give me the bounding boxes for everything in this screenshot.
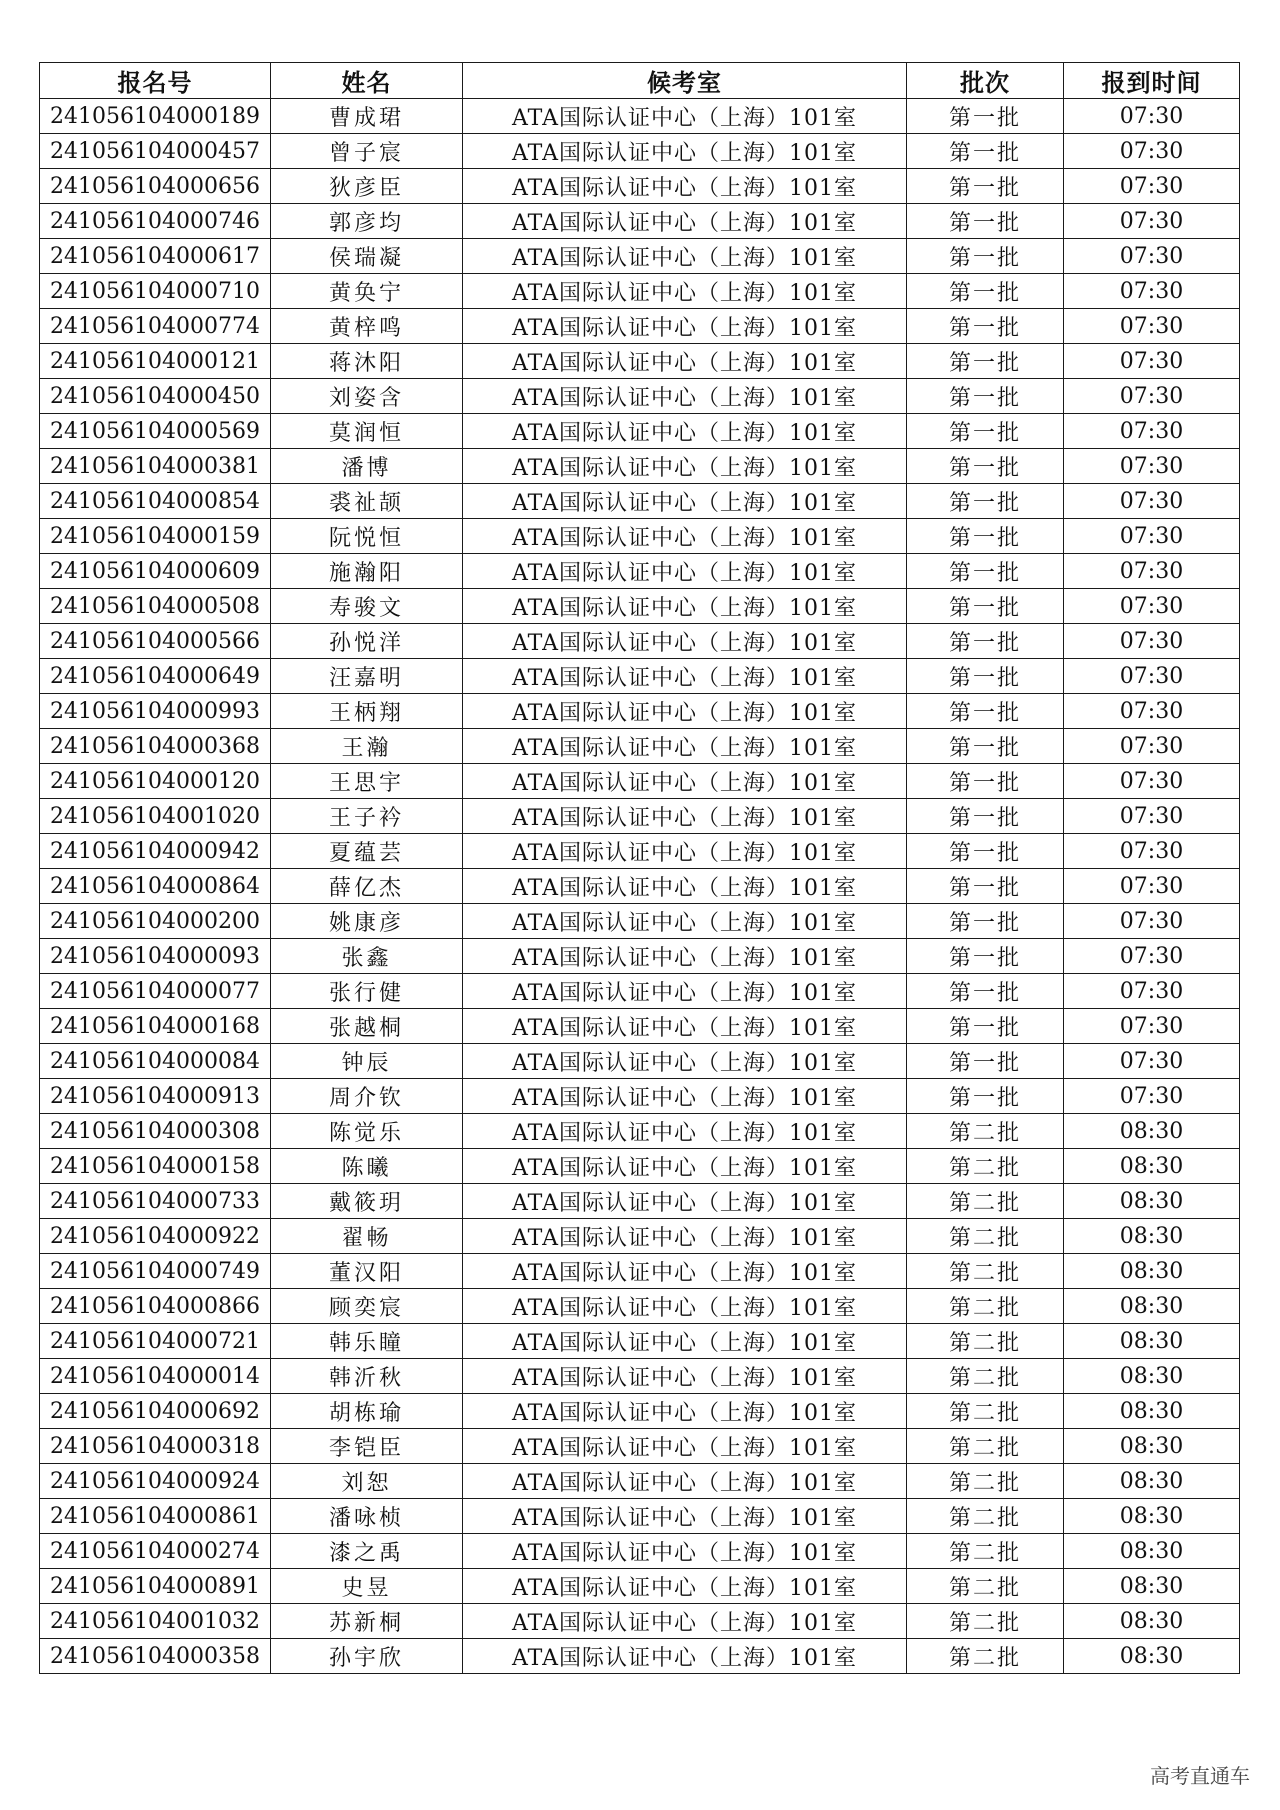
check-in-time-cell: 08:30 bbox=[1064, 1429, 1240, 1464]
watermark: 高考直通车 bbox=[1150, 1764, 1250, 1788]
table-row bbox=[40, 1079, 1240, 1114]
batch-cell: 第二批 bbox=[907, 1359, 1064, 1394]
table-row bbox=[40, 904, 1240, 939]
check-in-time-cell: 07:30 bbox=[1064, 834, 1240, 869]
batch-cell: 第二批 bbox=[907, 1219, 1064, 1254]
registration-number-cell: 241056104000457 bbox=[40, 134, 271, 169]
name-cell: 王思宇 bbox=[271, 764, 463, 799]
waiting-room-cell: ATA国际认证中心（上海）101室 bbox=[463, 1254, 907, 1289]
registration-number-cell: 241056104000609 bbox=[40, 554, 271, 589]
check-in-time-cell: 07:30 bbox=[1064, 869, 1240, 904]
check-in-time-cell: 08:30 bbox=[1064, 1394, 1240, 1429]
batch-cell: 第一批 bbox=[907, 589, 1064, 624]
batch-cell: 第一批 bbox=[907, 344, 1064, 379]
batch-cell: 第一批 bbox=[907, 554, 1064, 589]
batch-cell: 第一批 bbox=[907, 484, 1064, 519]
table-row bbox=[40, 554, 1240, 589]
check-in-time-cell: 07:30 bbox=[1064, 344, 1240, 379]
registration-number-cell: 241056104000993 bbox=[40, 694, 271, 729]
table-row bbox=[40, 939, 1240, 974]
check-in-time-cell: 07:30 bbox=[1064, 799, 1240, 834]
name-cell: 潘博 bbox=[271, 449, 463, 484]
batch-cell: 第二批 bbox=[907, 1569, 1064, 1604]
registration-number-cell: 241056104000566 bbox=[40, 624, 271, 659]
table-row bbox=[40, 99, 1240, 134]
batch-cell: 第一批 bbox=[907, 799, 1064, 834]
table-row bbox=[40, 1184, 1240, 1219]
name-cell: 顾奕宸 bbox=[271, 1289, 463, 1324]
waiting-room-cell: ATA国际认证中心（上海）101室 bbox=[463, 1289, 907, 1324]
check-in-time-cell: 08:30 bbox=[1064, 1534, 1240, 1569]
registration-number-cell: 241056104000120 bbox=[40, 764, 271, 799]
check-in-time-cell: 07:30 bbox=[1064, 694, 1240, 729]
waiting-room-cell: ATA国际认证中心（上海）101室 bbox=[463, 1499, 907, 1534]
registration-number-cell: 241056104000368 bbox=[40, 729, 271, 764]
roster-body bbox=[40, 99, 1240, 1674]
check-in-time-cell: 08:30 bbox=[1064, 1149, 1240, 1184]
check-in-time-cell: 07:30 bbox=[1064, 204, 1240, 239]
waiting-room-cell: ATA国际认证中心（上海）101室 bbox=[463, 939, 907, 974]
registration-number-cell: 241056104000746 bbox=[40, 204, 271, 239]
check-in-time-cell: 08:30 bbox=[1064, 1324, 1240, 1359]
batch-cell: 第一批 bbox=[907, 274, 1064, 309]
header-waiting-room: 候考室 bbox=[463, 63, 907, 99]
waiting-room-cell: ATA国际认证中心（上海）101室 bbox=[463, 1639, 907, 1674]
registration-number-cell: 241056104000358 bbox=[40, 1639, 271, 1674]
batch-cell: 第一批 bbox=[907, 659, 1064, 694]
registration-number-cell: 241056104000774 bbox=[40, 309, 271, 344]
batch-cell: 第一批 bbox=[907, 449, 1064, 484]
waiting-room-cell: ATA国际认证中心（上海）101室 bbox=[463, 169, 907, 204]
batch-cell: 第一批 bbox=[907, 414, 1064, 449]
header-check-in-time: 报到时间 bbox=[1064, 63, 1240, 99]
table-row bbox=[40, 1254, 1240, 1289]
table-row bbox=[40, 1429, 1240, 1464]
header-batch: 批次 bbox=[907, 63, 1064, 99]
check-in-time-cell: 07:30 bbox=[1064, 519, 1240, 554]
registration-number-cell: 241056104000721 bbox=[40, 1324, 271, 1359]
waiting-room-cell: ATA国际认证中心（上海）101室 bbox=[463, 834, 907, 869]
batch-cell: 第二批 bbox=[907, 1254, 1064, 1289]
name-cell: 王子衿 bbox=[271, 799, 463, 834]
table-row bbox=[40, 274, 1240, 309]
table-row bbox=[40, 1569, 1240, 1604]
registration-number-cell: 241056104000189 bbox=[40, 99, 271, 134]
waiting-room-cell: ATA国际认证中心（上海）101室 bbox=[463, 554, 907, 589]
table-row bbox=[40, 799, 1240, 834]
check-in-time-cell: 07:30 bbox=[1064, 554, 1240, 589]
waiting-room-cell: ATA国际认证中心（上海）101室 bbox=[463, 1324, 907, 1359]
waiting-room-cell: ATA国际认证中心（上海）101室 bbox=[463, 99, 907, 134]
registration-number-cell: 241056104000656 bbox=[40, 169, 271, 204]
batch-cell: 第一批 bbox=[907, 1044, 1064, 1079]
batch-cell: 第一批 bbox=[907, 239, 1064, 274]
registration-number-cell: 241056104000649 bbox=[40, 659, 271, 694]
table-row bbox=[40, 1464, 1240, 1499]
table-row bbox=[40, 379, 1240, 414]
table-row bbox=[40, 449, 1240, 484]
check-in-time-cell: 07:30 bbox=[1064, 1009, 1240, 1044]
table-row bbox=[40, 1604, 1240, 1639]
name-cell: 薛亿杰 bbox=[271, 869, 463, 904]
registration-number-cell: 241056104000159 bbox=[40, 519, 271, 554]
waiting-room-cell: ATA国际认证中心（上海）101室 bbox=[463, 1114, 907, 1149]
name-cell: 寿骏文 bbox=[271, 589, 463, 624]
registration-number-cell: 241056104000168 bbox=[40, 1009, 271, 1044]
waiting-room-cell: ATA国际认证中心（上海）101室 bbox=[463, 274, 907, 309]
registration-number-cell: 241056104000866 bbox=[40, 1289, 271, 1324]
batch-cell: 第一批 bbox=[907, 974, 1064, 1009]
batch-cell: 第一批 bbox=[907, 204, 1064, 239]
name-cell: 狄彦臣 bbox=[271, 169, 463, 204]
check-in-time-cell: 07:30 bbox=[1064, 449, 1240, 484]
registration-number-cell: 241056104000913 bbox=[40, 1079, 271, 1114]
name-cell: 黄奂宁 bbox=[271, 274, 463, 309]
name-cell: 张鑫 bbox=[271, 939, 463, 974]
name-cell: 裘祉颉 bbox=[271, 484, 463, 519]
name-cell: 汪嘉明 bbox=[271, 659, 463, 694]
check-in-time-cell: 07:30 bbox=[1064, 589, 1240, 624]
waiting-room-cell: ATA国际认证中心（上海）101室 bbox=[463, 239, 907, 274]
check-in-time-cell: 08:30 bbox=[1064, 1184, 1240, 1219]
name-cell: 孙悦洋 bbox=[271, 624, 463, 659]
check-in-time-cell: 07:30 bbox=[1064, 379, 1240, 414]
batch-cell: 第二批 bbox=[907, 1639, 1064, 1674]
table-row bbox=[40, 729, 1240, 764]
waiting-room-cell: ATA国际认证中心（上海）101室 bbox=[463, 1184, 907, 1219]
name-cell: 胡栋瑜 bbox=[271, 1394, 463, 1429]
check-in-time-cell: 08:30 bbox=[1064, 1639, 1240, 1674]
waiting-room-cell: ATA国际认证中心（上海）101室 bbox=[463, 484, 907, 519]
waiting-room-cell: ATA国际认证中心（上海）101室 bbox=[463, 309, 907, 344]
table-row bbox=[40, 589, 1240, 624]
waiting-room-cell: ATA国际认证中心（上海）101室 bbox=[463, 1464, 907, 1499]
registration-number-cell: 241056104000569 bbox=[40, 414, 271, 449]
name-cell: 韩沂秋 bbox=[271, 1359, 463, 1394]
check-in-time-cell: 07:30 bbox=[1064, 169, 1240, 204]
check-in-time-cell: 07:30 bbox=[1064, 764, 1240, 799]
check-in-time-cell: 08:30 bbox=[1064, 1604, 1240, 1639]
registration-number-cell: 241056104000749 bbox=[40, 1254, 271, 1289]
waiting-room-cell: ATA国际认证中心（上海）101室 bbox=[463, 1079, 907, 1114]
waiting-room-cell: ATA国际认证中心（上海）101室 bbox=[463, 764, 907, 799]
check-in-time-cell: 07:30 bbox=[1064, 239, 1240, 274]
batch-cell: 第一批 bbox=[907, 869, 1064, 904]
batch-cell: 第一批 bbox=[907, 1009, 1064, 1044]
batch-cell: 第一批 bbox=[907, 834, 1064, 869]
check-in-time-cell: 07:30 bbox=[1064, 904, 1240, 939]
check-in-time-cell: 08:30 bbox=[1064, 1464, 1240, 1499]
name-cell: 钟辰 bbox=[271, 1044, 463, 1079]
check-in-time-cell: 08:30 bbox=[1064, 1289, 1240, 1324]
name-cell: 施瀚阳 bbox=[271, 554, 463, 589]
table-row bbox=[40, 1219, 1240, 1254]
batch-cell: 第一批 bbox=[907, 99, 1064, 134]
table-row bbox=[40, 1324, 1240, 1359]
table-row bbox=[40, 344, 1240, 379]
batch-cell: 第二批 bbox=[907, 1114, 1064, 1149]
waiting-room-cell: ATA国际认证中心（上海）101室 bbox=[463, 1569, 907, 1604]
waiting-room-cell: ATA国际认证中心（上海）101室 bbox=[463, 799, 907, 834]
batch-cell: 第一批 bbox=[907, 904, 1064, 939]
registration-number-cell: 241056104000692 bbox=[40, 1394, 271, 1429]
check-in-time-cell: 07:30 bbox=[1064, 974, 1240, 1009]
waiting-room-cell: ATA国际认证中心（上海）101室 bbox=[463, 694, 907, 729]
name-cell: 戴筱玥 bbox=[271, 1184, 463, 1219]
table-row bbox=[40, 1639, 1240, 1674]
waiting-room-cell: ATA国际认证中心（上海）101室 bbox=[463, 1604, 907, 1639]
batch-cell: 第二批 bbox=[907, 1289, 1064, 1324]
table-row bbox=[40, 1394, 1240, 1429]
name-cell: 陈曦 bbox=[271, 1149, 463, 1184]
batch-cell: 第一批 bbox=[907, 729, 1064, 764]
name-cell: 蒋沐阳 bbox=[271, 344, 463, 379]
name-cell: 王瀚 bbox=[271, 729, 463, 764]
name-cell: 黄梓鸣 bbox=[271, 309, 463, 344]
header-registration-number: 报名号 bbox=[40, 63, 271, 99]
batch-cell: 第一批 bbox=[907, 379, 1064, 414]
table-row bbox=[40, 239, 1240, 274]
name-cell: 陈觉乐 bbox=[271, 1114, 463, 1149]
waiting-room-cell: ATA国际认证中心（上海）101室 bbox=[463, 344, 907, 379]
batch-cell: 第二批 bbox=[907, 1149, 1064, 1184]
batch-cell: 第二批 bbox=[907, 1604, 1064, 1639]
waiting-room-cell: ATA国际认证中心（上海）101室 bbox=[463, 1534, 907, 1569]
table-row bbox=[40, 764, 1240, 799]
waiting-room-cell: ATA国际认证中心（上海）101室 bbox=[463, 1044, 907, 1079]
name-cell: 张越桐 bbox=[271, 1009, 463, 1044]
registration-number-cell: 241056104000084 bbox=[40, 1044, 271, 1079]
check-in-time-cell: 07:30 bbox=[1064, 939, 1240, 974]
waiting-room-cell: ATA国际认证中心（上海）101室 bbox=[463, 414, 907, 449]
batch-cell: 第一批 bbox=[907, 134, 1064, 169]
check-in-time-cell: 08:30 bbox=[1064, 1359, 1240, 1394]
registration-number-cell: 241056104000200 bbox=[40, 904, 271, 939]
check-in-time-cell: 07:30 bbox=[1064, 659, 1240, 694]
name-cell: 张行健 bbox=[271, 974, 463, 1009]
check-in-time-cell: 07:30 bbox=[1064, 414, 1240, 449]
registration-number-cell: 241056104000617 bbox=[40, 239, 271, 274]
name-cell: 阮悦恒 bbox=[271, 519, 463, 554]
batch-cell: 第一批 bbox=[907, 169, 1064, 204]
name-cell: 史昱 bbox=[271, 1569, 463, 1604]
name-cell: 漆之禹 bbox=[271, 1534, 463, 1569]
waiting-room-cell: ATA国际认证中心（上海）101室 bbox=[463, 379, 907, 414]
batch-cell: 第一批 bbox=[907, 1079, 1064, 1114]
check-in-time-cell: 07:30 bbox=[1064, 1079, 1240, 1114]
batch-cell: 第一批 bbox=[907, 939, 1064, 974]
name-cell: 刘姿含 bbox=[271, 379, 463, 414]
check-in-time-cell: 08:30 bbox=[1064, 1569, 1240, 1604]
batch-cell: 第一批 bbox=[907, 694, 1064, 729]
table-row bbox=[40, 1149, 1240, 1184]
table-row bbox=[40, 1289, 1240, 1324]
table-row bbox=[40, 1009, 1240, 1044]
check-in-time-cell: 08:30 bbox=[1064, 1219, 1240, 1254]
registration-number-cell: 241056104000942 bbox=[40, 834, 271, 869]
waiting-room-cell: ATA国际认证中心（上海）101室 bbox=[463, 1429, 907, 1464]
table-row bbox=[40, 1359, 1240, 1394]
waiting-room-cell: ATA国际认证中心（上海）101室 bbox=[463, 1394, 907, 1429]
table-row bbox=[40, 519, 1240, 554]
check-in-time-cell: 07:30 bbox=[1064, 484, 1240, 519]
waiting-room-cell: ATA国际认证中心（上海）101室 bbox=[463, 1359, 907, 1394]
batch-cell: 第二批 bbox=[907, 1184, 1064, 1219]
waiting-room-cell: ATA国际认证中心（上海）101室 bbox=[463, 204, 907, 239]
registration-number-cell: 241056104000924 bbox=[40, 1464, 271, 1499]
table-row bbox=[40, 204, 1240, 239]
registration-number-cell: 241056104000861 bbox=[40, 1499, 271, 1534]
waiting-room-cell: ATA国际认证中心（上海）101室 bbox=[463, 624, 907, 659]
registration-number-cell: 241056104000864 bbox=[40, 869, 271, 904]
name-cell: 姚康彦 bbox=[271, 904, 463, 939]
name-cell: 苏新桐 bbox=[271, 1604, 463, 1639]
registration-number-cell: 241056104000733 bbox=[40, 1184, 271, 1219]
waiting-room-cell: ATA国际认证中心（上海）101室 bbox=[463, 449, 907, 484]
name-cell: 曹成珺 bbox=[271, 99, 463, 134]
check-in-time-cell: 08:30 bbox=[1064, 1254, 1240, 1289]
registration-number-cell: 241056104000450 bbox=[40, 379, 271, 414]
name-cell: 侯瑞凝 bbox=[271, 239, 463, 274]
name-cell: 韩乐瞳 bbox=[271, 1324, 463, 1359]
waiting-room-cell: ATA国际认证中心（上海）101室 bbox=[463, 589, 907, 624]
name-cell: 孙宇欣 bbox=[271, 1639, 463, 1674]
table-row bbox=[40, 659, 1240, 694]
check-in-time-cell: 07:30 bbox=[1064, 309, 1240, 344]
roster-sheet bbox=[39, 62, 1239, 1674]
table-row bbox=[40, 1114, 1240, 1149]
batch-cell: 第一批 bbox=[907, 624, 1064, 659]
table-row bbox=[40, 1499, 1240, 1534]
waiting-room-cell: ATA国际认证中心（上海）101室 bbox=[463, 729, 907, 764]
registration-number-cell: 241056104000077 bbox=[40, 974, 271, 1009]
check-in-time-cell: 07:30 bbox=[1064, 99, 1240, 134]
check-in-time-cell: 07:30 bbox=[1064, 274, 1240, 309]
check-in-time-cell: 07:30 bbox=[1064, 729, 1240, 764]
batch-cell: 第二批 bbox=[907, 1394, 1064, 1429]
table-row bbox=[40, 484, 1240, 519]
table-row bbox=[40, 169, 1240, 204]
header-row bbox=[40, 63, 1240, 99]
waiting-room-cell: ATA国际认证中心（上海）101室 bbox=[463, 974, 907, 1009]
waiting-room-cell: ATA国际认证中心（上海）101室 bbox=[463, 1149, 907, 1184]
batch-cell: 第二批 bbox=[907, 1499, 1064, 1534]
check-in-time-cell: 07:30 bbox=[1064, 134, 1240, 169]
table-row bbox=[40, 624, 1240, 659]
batch-cell: 第二批 bbox=[907, 1534, 1064, 1569]
table-row bbox=[40, 869, 1240, 904]
batch-cell: 第一批 bbox=[907, 764, 1064, 799]
name-cell: 曾子宸 bbox=[271, 134, 463, 169]
header-name: 姓名 bbox=[271, 63, 463, 99]
name-cell: 董汉阳 bbox=[271, 1254, 463, 1289]
waiting-room-cell: ATA国际认证中心（上海）101室 bbox=[463, 869, 907, 904]
table-row bbox=[40, 1534, 1240, 1569]
table-row bbox=[40, 834, 1240, 869]
name-cell: 夏蕴芸 bbox=[271, 834, 463, 869]
batch-cell: 第一批 bbox=[907, 519, 1064, 554]
table-row bbox=[40, 414, 1240, 449]
registration-number-cell: 241056104000093 bbox=[40, 939, 271, 974]
table-row bbox=[40, 974, 1240, 1009]
table-row bbox=[40, 694, 1240, 729]
batch-cell: 第二批 bbox=[907, 1429, 1064, 1464]
roster-table bbox=[39, 62, 1240, 1674]
registration-number-cell: 241056104000014 bbox=[40, 1359, 271, 1394]
registration-number-cell: 241056104000381 bbox=[40, 449, 271, 484]
registration-number-cell: 241056104000308 bbox=[40, 1114, 271, 1149]
check-in-time-cell: 08:30 bbox=[1064, 1499, 1240, 1534]
name-cell: 潘咏桢 bbox=[271, 1499, 463, 1534]
waiting-room-cell: ATA国际认证中心（上海）101室 bbox=[463, 904, 907, 939]
registration-number-cell: 241056104001032 bbox=[40, 1604, 271, 1639]
registration-number-cell: 241056104000318 bbox=[40, 1429, 271, 1464]
registration-number-cell: 241056104000854 bbox=[40, 484, 271, 519]
check-in-time-cell: 07:30 bbox=[1064, 624, 1240, 659]
name-cell: 翟畅 bbox=[271, 1219, 463, 1254]
registration-number-cell: 241056104001020 bbox=[40, 799, 271, 834]
waiting-room-cell: ATA国际认证中心（上海）101室 bbox=[463, 134, 907, 169]
batch-cell: 第二批 bbox=[907, 1324, 1064, 1359]
name-cell: 李铠臣 bbox=[271, 1429, 463, 1464]
table-row bbox=[40, 1044, 1240, 1079]
name-cell: 郭彦均 bbox=[271, 204, 463, 239]
name-cell: 刘恕 bbox=[271, 1464, 463, 1499]
registration-number-cell: 241056104000121 bbox=[40, 344, 271, 379]
waiting-room-cell: ATA国际认证中心（上海）101室 bbox=[463, 659, 907, 694]
registration-number-cell: 241056104000274 bbox=[40, 1534, 271, 1569]
waiting-room-cell: ATA国际认证中心（上海）101室 bbox=[463, 519, 907, 554]
batch-cell: 第一批 bbox=[907, 309, 1064, 344]
batch-cell: 第二批 bbox=[907, 1464, 1064, 1499]
table-row bbox=[40, 309, 1240, 344]
registration-number-cell: 241056104000508 bbox=[40, 589, 271, 624]
check-in-time-cell: 07:30 bbox=[1064, 1044, 1240, 1079]
name-cell: 莫润恒 bbox=[271, 414, 463, 449]
registration-number-cell: 241056104000891 bbox=[40, 1569, 271, 1604]
waiting-room-cell: ATA国际认证中心（上海）101室 bbox=[463, 1219, 907, 1254]
registration-number-cell: 241056104000710 bbox=[40, 274, 271, 309]
name-cell: 周介钦 bbox=[271, 1079, 463, 1114]
table-row bbox=[40, 134, 1240, 169]
registration-number-cell: 241056104000158 bbox=[40, 1149, 271, 1184]
registration-number-cell: 241056104000922 bbox=[40, 1219, 271, 1254]
name-cell: 王柄翔 bbox=[271, 694, 463, 729]
waiting-room-cell: ATA国际认证中心（上海）101室 bbox=[463, 1009, 907, 1044]
check-in-time-cell: 08:30 bbox=[1064, 1114, 1240, 1149]
